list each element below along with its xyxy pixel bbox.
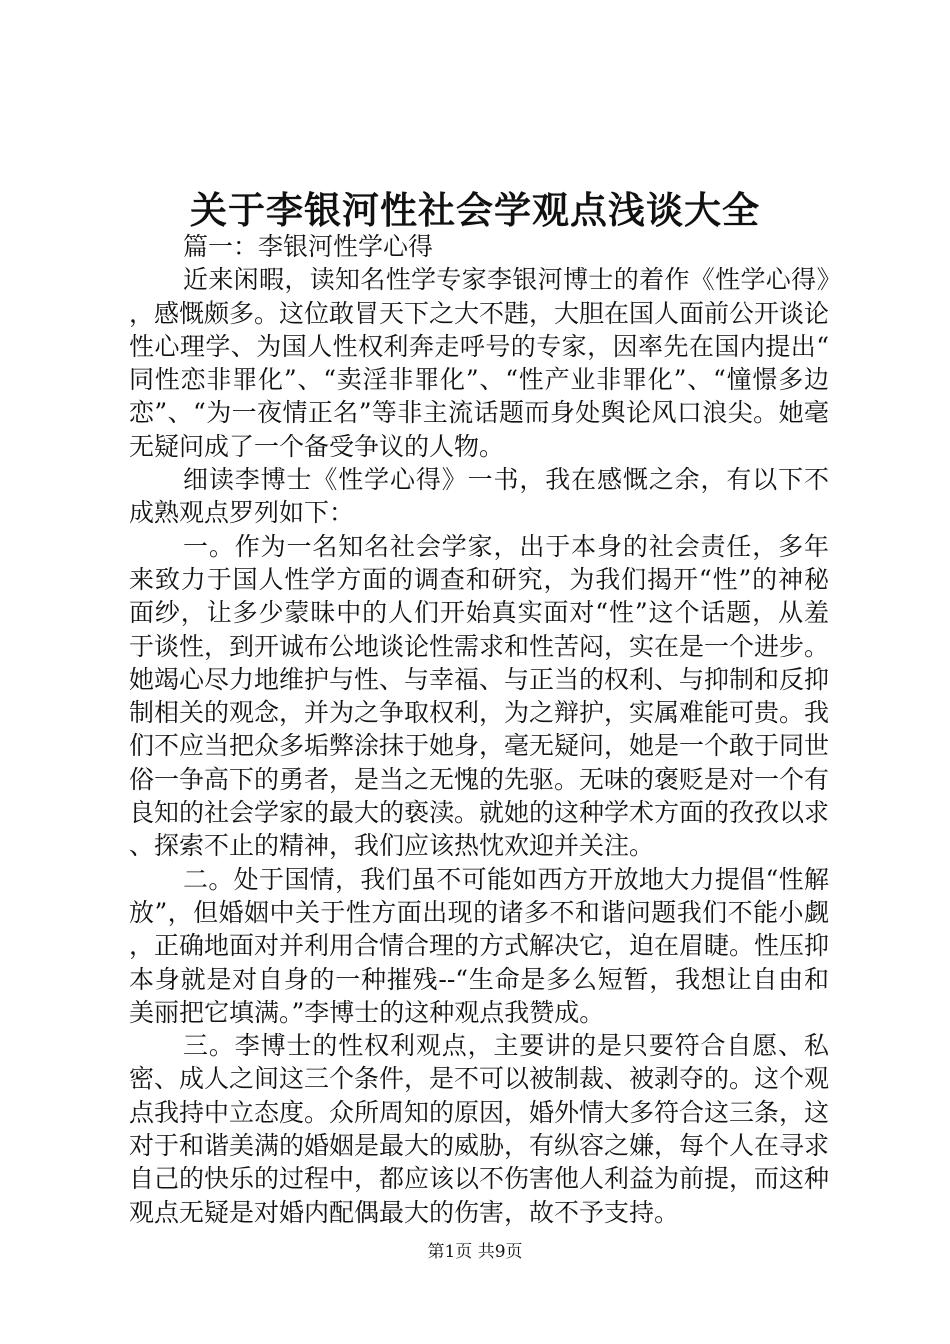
document-title: 关于李银河性社会学观点浅谈大全 xyxy=(190,188,760,232)
document-body xyxy=(129,230,829,1229)
paragraph-point-three: 三。李博士的性权利观点，主要讲的是只要符合自愿、私密、成人之间这三个条件，是不可以被制裁、被剥夺的。这个观点我持中立态度。众所周知的原因，婚外情大多符合这三条，这对于和谐美满的婚姻是最大的威胁，有纵容之嫌，每个人在寻求自己的快乐的过程中，都应该以不伤害他人利益为前提，而这种观点无疑是对婚内配偶最大的伤害，故不予支持。 xyxy=(129,1031,830,1227)
paragraph-point-one: 一。作为一名知名社会学家，出于本身的社会责任，多年来致力于国人性学方面的调查和研究，为我们揭开“性”的神秘面纱，让多少蒙昧中的人们开始真实面对“性”这个话题，从羞于谈性，到开诚布公地谈论性需求和性苦闷，实在是一个进步。她竭心尽力地维护与性、与幸福、与正当的权利、与抑制和反抑制相关的观念，并为之争取权利，为之辩护，实属难能可贵。我们不应当把众多垢弊涂抹于她身，毫无疑问，她是一个敢于同世俗一争高下的勇者，是当之无愧的先驱。无味的褒贬是对一个有良知的社会学家的最大的亵渎。就她的这种学术方面的孜孜以求、探索不止的精神，我们应该热忱欢迎并关注。 xyxy=(129,531,830,861)
section-heading: 篇一：李银河性学心得 xyxy=(183,232,434,261)
paragraph-point-two: 二。处于国情，我们虽不可能如西方开放地大力提倡“性解放”，但婚姻中关于性方面出现的诸多不和谐问题我们不能小觑，正确地面对并利用合情合理的方式解决它，迫在眉睫。性压抑本身就是对自身的一种摧残--“生命是多么短暂，我想让自由和美丽把它填满。”李博士的这种观点我赞成。 xyxy=(129,864,830,1027)
paragraph-intro: 近来闲暇，读知名性学专家李银河博士的着作《性学心得》，感慨颇多。这位敢冒天下之大不韪，大胆在国人面前公开谈论性心理学、为国人性权利奔走呼号的专家，因率先在国内提出“同性恋非罪化”、“卖淫非罪化”、“性产业非罪化”、“憧憬多边恋”、“为一夜情正名”等非主流话题而身处舆论风口浪尖。她毫无疑问成了一个备受争议的人物。 xyxy=(129,265,830,461)
page-footer: 第1页 共9页 xyxy=(427,1242,523,1262)
paragraph-reading-notes: 细读李博士《性学心得》一书，我在感慨之余，有以下不成熟观点罗列如下： xyxy=(129,465,829,528)
